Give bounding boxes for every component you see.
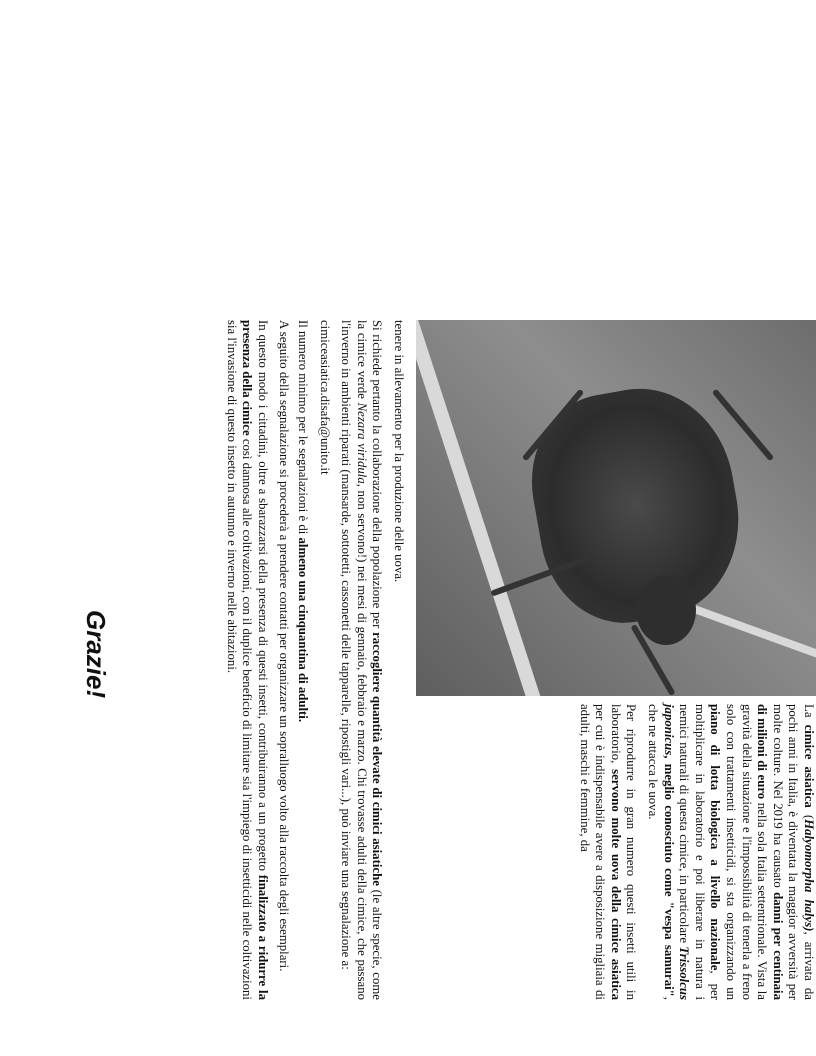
minimum-paragraph: Il numero minimo per le segnalazioni è di almeno una cinquantina di adulti. xyxy=(296,320,311,723)
followup-paragraph: A seguito della segnalazione si procederà a prendere contatti per organizzare un sopralluogo volto alla raccolta degli esemplari. xyxy=(277,320,292,972)
bug-head xyxy=(636,575,696,645)
contact-email[interactable]: cimiceasiatica.disafa@unito.it xyxy=(317,320,332,475)
bug-body xyxy=(518,374,755,635)
benefit-paragraph: In questo modo i cittadini, oltre a sbarazzarsi della presenza di questi insetti, contribuiranno a un progetto finalizzato a ridurre la presenza della cimice così dannosa alle coltivazioni, con il duplice beneficio di limitare sia l'impiego di insetticidi nelle coltivazioni sia l'invasione di questo insetto in autunno e inverno nelle abitazioni. xyxy=(224,320,270,1000)
stink-bug-photo xyxy=(416,320,816,696)
continuation-paragraph: tenere in allevamento per la produzione delle uova. xyxy=(392,320,406,583)
intro-column xyxy=(570,704,816,1000)
intro-paragraph: La cimice asiatica (Halyomorpha halys), arrivata da pochi anni in Italia, è diventata la maggior avversità per molte colture. Nel 2019 ha causato danni per centinaia di milioni di euro nella sola Italia settentrionale. Vista la gravità della situazione e l'impossibilità di tenerla a freno solo con trattamenti insetticidi, si sta organizzando un piano di lotta biologica a livello nazionale, per moltiplicare in laboratorio e poi liberare in natura i nemici naturali di questa cimice, in particolare Trissolcus japonicus, meglio conosciuto come "vespa samurai", che ne attacca le uova. xyxy=(646,704,816,1000)
request-paragraph: Si richiede pertanto la collaborazione della popolazione per raccogliere quantità elevate di cimici asiatiche (le altre specie, come la cimice verde Nezara viridula, non servono!) nei mesi di gennaio, febbraio e marzo. Chi trovasse adulti della cimice, che passano l'inverno in ambienti riparati (mansarde, sottotetti, cassonetti delle tapparelle, ripostigli vari...), può inviare una segnalazione a: xyxy=(339,320,385,1000)
lab-paragraph: Per riprodurre in gran numero questi insetti utili in laboratorio, servono molte uova della cimice asiatica per cui è indispensabile avere a disposizione migliaia di adulti, maschi e femmine, da xyxy=(577,704,639,1000)
body-text xyxy=(217,320,406,1000)
rotated-page xyxy=(56,320,816,1000)
closing-thanks: Grazie! xyxy=(81,610,111,699)
